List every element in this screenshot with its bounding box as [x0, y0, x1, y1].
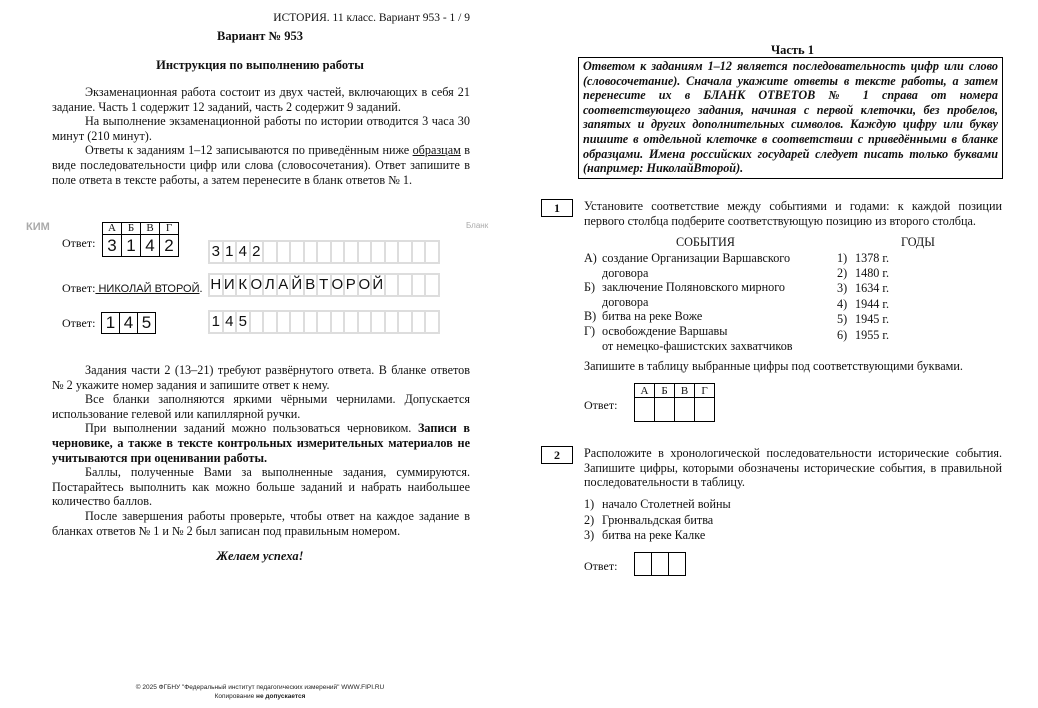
blank-cell [426, 312, 438, 332]
blank-cell: О [358, 276, 371, 293]
blank-cell [332, 242, 344, 262]
year-marker: 1) [837, 251, 848, 265]
blank-cell: 4 [238, 243, 247, 260]
task1-year-item [837, 266, 889, 281]
event-marker: Г) [584, 323, 596, 338]
footer-copy-notice [100, 692, 420, 701]
task1-year-item [837, 251, 889, 266]
task2-items-list [584, 497, 884, 544]
task1-event-item [584, 324, 834, 353]
event-text-line1: создание Организации Варшавского [602, 251, 791, 265]
sample3-table [101, 312, 156, 334]
blank-cell [372, 242, 384, 262]
task2-answer-cell[interactable] [669, 553, 686, 576]
sample2-written-answer [95, 283, 199, 295]
footer [100, 683, 420, 701]
sample3-answer-label: Ответ: [62, 316, 96, 330]
task1-year-item [837, 312, 889, 327]
blank-cell [386, 312, 398, 332]
task2-text: Расположите в хронологической последовательности исторические события. Запишите цифры, которыми обозначены исторические события, в правильной последовательности в таблицу. [584, 446, 1002, 490]
blank-cell [305, 312, 317, 332]
blank-cell [413, 312, 425, 332]
year-text: 1480 г. [855, 266, 890, 280]
sample1-header: В [141, 223, 160, 235]
blank-cell: А [278, 276, 289, 293]
sample2-written-text: НИКОЛАЙ ВТОРОЙ [98, 283, 200, 295]
year-marker: 6) [837, 328, 848, 342]
blank-cell [264, 312, 276, 332]
blank-cell [291, 312, 303, 332]
blank-cell: 5 [238, 313, 247, 330]
blank-cell [278, 312, 290, 332]
event-text-line1: битва на реке Воже [602, 309, 703, 324]
task2-answer-cell[interactable] [652, 553, 669, 576]
instructions-p7: Баллы, полученные Вами за выполненные задания, суммируются. Постарайтесь выполнить как можно больше заданий и набрать наибольшее количество баллов. [52, 465, 470, 509]
blank-cell [345, 242, 357, 262]
task1-events-header: СОБЫТИЯ [676, 235, 735, 249]
samples-link: образцам [412, 143, 461, 158]
blank-cell [426, 275, 438, 295]
wish-text: Желаем успеха! [216, 549, 304, 563]
instructions-p5: Все бланки заполняются яркими чёрными чернилами. Допускается использование гелевой или капиллярной ручки. [52, 392, 470, 421]
year-marker: 2) [837, 266, 848, 280]
task1-year-item [837, 297, 889, 312]
task2-item [584, 497, 884, 512]
blank-cell [305, 242, 317, 262]
year-text: 1634 г. [855, 281, 890, 295]
task1-answer-cell[interactable] [635, 398, 655, 422]
task2-item-text: начало Столетней войны [602, 497, 731, 511]
blank-cell [426, 242, 438, 262]
sample1-answer-label: Ответ: [62, 236, 96, 250]
blank-cell: И [223, 276, 235, 293]
blank-cell [399, 275, 411, 295]
blank-cell [251, 312, 263, 332]
blank-cell [372, 312, 384, 332]
task1-years-header: ГОДЫ [901, 235, 935, 249]
task2-item-text: битва на реке Калке [602, 528, 706, 543]
task2-answer-label: Ответ: [584, 559, 618, 573]
instructions-block-1 [52, 85, 470, 187]
year-text: 1944 г. [855, 297, 890, 311]
task1-event-item [584, 251, 834, 280]
task1-answer-table [634, 383, 715, 422]
blank-cell: О [250, 276, 263, 293]
year-text: 1955 г. [855, 328, 890, 342]
task2-item-marker: 3) [584, 528, 595, 543]
task2-item-marker: 2) [584, 512, 595, 527]
instructions-block-2 [52, 363, 470, 538]
task1-answer-cell[interactable] [655, 398, 675, 422]
instructions-p8: После завершения работы проверьте, чтобы ответ на каждое задание в бланках ответов № 1 и № 2 был записан под правильным номером. [52, 508, 470, 538]
sample1-value: 2 [160, 235, 179, 257]
task1-year-item [837, 281, 889, 296]
blank-cell [278, 242, 290, 262]
sample1-value: 1 [122, 235, 141, 257]
year-marker: 4) [837, 297, 848, 311]
event-marker: В) [584, 309, 597, 324]
p6-bold-text: Записи в черновике, а также в тексте контрольных измерительных материалов не учитываются при оценивании работы. [52, 421, 470, 465]
blank-cell: 4 [225, 313, 234, 330]
task2-answer-cell[interactable] [635, 553, 652, 576]
task1-answer-header: Б [655, 384, 675, 398]
copy-notice-text: Копирование [214, 693, 257, 700]
sample3-value: 1 [102, 313, 120, 334]
year-text: 1378 г. [855, 251, 890, 265]
sample2-suffix: . [199, 281, 203, 295]
year-text: 1945 г. [855, 312, 890, 326]
blank-cell [332, 312, 344, 332]
copy-notice-bold: не допускается [256, 693, 306, 700]
event-marker: А) [584, 251, 597, 265]
task1-answer-header: В [675, 384, 695, 398]
blank-cell: Н [210, 276, 222, 293]
sample2-label-text: Ответ: [62, 281, 96, 295]
blank-cell [318, 312, 330, 332]
blank-cell [386, 242, 398, 262]
blank-cell [359, 312, 371, 332]
task1-number: 1 [541, 199, 573, 217]
year-marker: 5) [837, 312, 848, 326]
blank-cell: О [331, 276, 344, 293]
blank-cell [399, 242, 411, 262]
task1-instruction: Запишите в таблицу выбранные цифры под соответствующими буквами. [584, 359, 963, 373]
instructions-p1: Экзаменационная работа состоит из двух частей, включающих в себя 21 задание. Часть 1 содержит 12 заданий, часть 2 содержит 9 заданий. [52, 85, 470, 114]
blank-cell: 1 [211, 313, 220, 330]
variant-title: Вариант № 953 [217, 29, 303, 43]
task2-item [584, 528, 884, 543]
task1-event-item [584, 309, 834, 324]
blank-cell: 3 [211, 243, 220, 260]
blank-cell [359, 242, 371, 262]
instructions-p3 [52, 143, 470, 187]
p6-text: При выполнении заданий можно пользоваться черновиком. [85, 421, 418, 436]
blank-cell: Й [291, 276, 303, 293]
event-marker: Б) [584, 280, 596, 295]
blank-cell: Р [345, 276, 356, 293]
blank-cell: 1 [225, 243, 234, 260]
instructions-p4: Задания части 2 (13–21) требуют развёрнутого ответа. В бланке ответов № 2 укажите номер задания и запишите ответ к нему. [52, 363, 470, 392]
blank-cell [399, 312, 411, 332]
blank-cell: Й [372, 276, 384, 293]
sample3-value: 4 [120, 313, 138, 334]
sample1-header: Б [122, 223, 141, 235]
blank-strip-3 [208, 310, 440, 334]
blank-cell: К [238, 276, 248, 293]
blank-cell [291, 242, 303, 262]
event-text-line2: договора [602, 265, 649, 280]
blank-cell [386, 275, 398, 295]
sample1-header: А [103, 223, 122, 235]
blank-strip-2 [208, 273, 440, 297]
blank-cell: В [305, 276, 316, 293]
blank-strip-1 [208, 240, 440, 264]
blank-cell: Л [264, 276, 275, 293]
task1-event-item [584, 280, 834, 309]
blank-cell: 2 [252, 243, 261, 260]
part1-title: Часть 1 [770, 43, 815, 57]
blank-cell: Т [319, 276, 329, 293]
task1-answer-header: А [635, 384, 655, 398]
blank-cell [264, 242, 276, 262]
p3-text-a: Ответы к заданиям 1–12 записываются по приведённым ниже [85, 143, 413, 158]
task2-item-marker: 1) [584, 497, 595, 511]
event-text-line1: освобождение Варшавы [602, 323, 728, 338]
task1-events-list [584, 251, 834, 353]
year-marker: 3) [837, 281, 848, 295]
task1-answer-label: Ответ: [584, 398, 618, 412]
sample3-value: 5 [138, 313, 156, 334]
task1-answer-cell[interactable] [695, 398, 715, 422]
kim-label: КИМ [26, 221, 50, 233]
instructions-title: Инструкция по выполнению работы [156, 58, 364, 72]
instructions-p6 [52, 421, 470, 465]
task2-number: 2 [541, 446, 573, 464]
task1-answer-header: Г [695, 384, 715, 398]
task2-answer-table [634, 552, 686, 576]
footer-copyright: © 2025 ФГБНУ "Федеральный институт педагогических измерений" WWW.FIPI.RU [135, 684, 385, 691]
task2-item [584, 513, 884, 528]
task1-year-item [837, 328, 889, 343]
event-text-line2: договора [602, 294, 649, 309]
event-text-line1: заключение Поляновского мирного [602, 280, 786, 295]
event-text-line2: от немецко-фашистских захватчиков [602, 338, 793, 353]
blank-cell [345, 312, 357, 332]
task2-item-text: Грюнвальдская битва [602, 512, 714, 527]
p3-text-b: в виде последовательности цифр или слова (словосочетания). Ответ запишите в поле ответа в тексте работы, а затем перенесите в бланк ответов № 1. [52, 143, 470, 187]
running-title: ИСТОРИЯ. 11 класс. Вариант 953 - 1 / 9 [273, 12, 470, 24]
sample1-header: Г [160, 223, 179, 235]
sample2-answer-label [62, 281, 203, 296]
task1-answer-cell[interactable] [675, 398, 695, 422]
blank-cell [318, 242, 330, 262]
sample1-table [102, 222, 179, 257]
instructions-p2: На выполнение экзаменационной работы по истории отводится 3 часа 30 минут (210 минут). [52, 114, 470, 143]
task1-text: Установите соответствие между событиями и годами: к каждой позиции первого столбца подберите соответствующую позицию из второго столбца. [584, 199, 1002, 228]
blank-cell [413, 275, 425, 295]
sample1-value: 3 [103, 235, 122, 257]
sample1-value: 4 [141, 235, 160, 257]
blank-label: Бланк [466, 221, 489, 230]
part1-rule-box: Ответом к заданиям 1–12 является последовательность цифр или слово (словосочетание). Сначала укажите ответы в тексте работы, а затем перенесите их в БЛАНК ОТВЕТОВ № 1 справа от номера соответствующего задания, начиная с первой клеточки, без пробелов, запятых и других дополнительных символов. Каждую цифру или букву пишите в отдельной клеточке в соответствии с приведёнными в бланке образцами. Имена российских государей следует писать только буквами (например: НиколайВторой). [578, 57, 1003, 179]
blank-cell [413, 242, 425, 262]
